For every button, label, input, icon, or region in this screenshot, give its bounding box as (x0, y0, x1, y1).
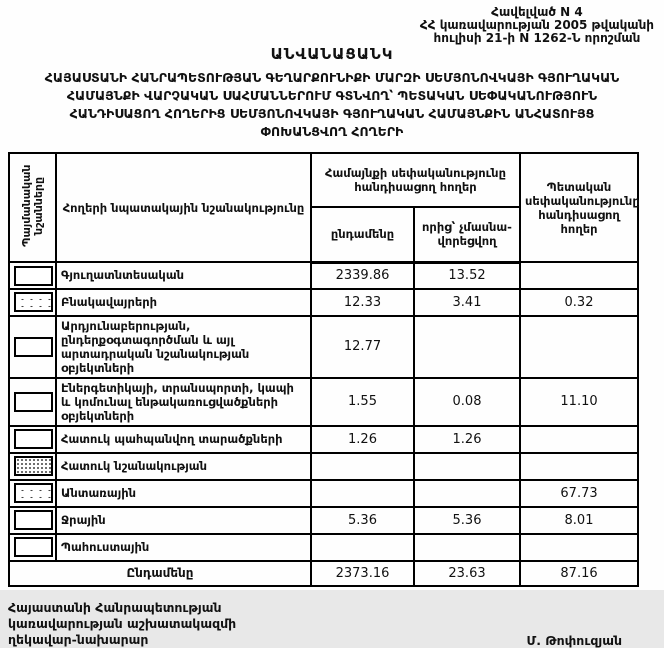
table-row (9, 316, 638, 378)
col-header-land-purpose: Հողերի նպատակային նշանակությունը (56, 153, 311, 262)
subtitle-line: ՓՈԽԱՆՑՎՈՂ ՀՈՂԵՐԻ (260, 124, 404, 139)
page-title: ԱՆՎԱՆԱՑԱՆԿ (270, 45, 394, 63)
symbol-cell (9, 378, 56, 426)
community-total-value: 2339.86 (311, 262, 414, 289)
land-name: Գյուղատնտեսական (56, 262, 311, 289)
land-symbol-icon (14, 537, 53, 557)
land-table (8, 152, 639, 587)
land-name: Հատուկ պահպանվող տարածքների (56, 426, 311, 453)
non-privatizable-value (414, 316, 520, 378)
symbol-cell (9, 453, 56, 480)
non-privatizable-value (414, 453, 520, 480)
land-symbol-icon (14, 266, 53, 286)
table-row (9, 534, 638, 561)
non-privatizable-value: 1.26 (414, 426, 520, 453)
land-name: Հատուկ նշանակության (56, 453, 311, 480)
land-symbol-icon (14, 292, 53, 312)
col-header-non-privatizable: որից՝ չմասնա-վորեցվող (414, 207, 520, 262)
table-row (9, 262, 638, 289)
annex-line: հուլիսի 21-ի N 1262-Ն որոշման (433, 31, 641, 45)
community-total-value: 12.77 (311, 316, 414, 378)
annex-line: ՀՀ կառավարության 2005 թվականի (419, 18, 654, 32)
signatory-title-line: կառավարության աշխատակազմի (8, 615, 237, 631)
subtitle-line: ՀԱՄԱՅՆՔԻ ՎԱՐՉԱԿԱՆ ՍԱՀՄԱՆՆԵՐՈՒՄ ԳՏՆՎՈՂ՝ ՊԵՏԱԿԱՆ ՍԵՓԱԿԱՆՈՒԹՅՈՒՆ (66, 88, 598, 103)
community-total-value (311, 453, 414, 480)
state-value (520, 534, 638, 561)
land-symbol-icon (14, 483, 53, 503)
col-header-total: ընդամենը (311, 207, 414, 262)
land-name: Պահուստային (56, 534, 311, 561)
symbol-cell (9, 316, 56, 378)
non-privatizable-value (414, 480, 520, 507)
state-value: 0.32 (520, 289, 638, 316)
table-row (9, 453, 638, 480)
symbol-cell (9, 289, 56, 316)
land-name: Էներգետիկայի, տրանսպորտի, կապի և կոմունալ ենթակառուցվածքների օբյեկտների (56, 378, 311, 426)
title-block (8, 45, 656, 141)
community-total-value: 5.36 (311, 507, 414, 534)
community-total-value: 1.55 (311, 378, 414, 426)
page-subtitle (8, 69, 656, 141)
total-non-privatizable-value: 23.63 (414, 561, 520, 586)
community-total-value: 1.26 (311, 426, 414, 453)
signature-name: Մ. Թոփուզյան (526, 632, 622, 648)
total-label: Ընդամենը (9, 561, 311, 586)
land-symbol-icon (14, 337, 53, 357)
land-symbol-icon (14, 456, 53, 476)
land-name: Ջրային (56, 507, 311, 534)
land-symbol-icon (14, 392, 53, 412)
non-privatizable-value: 5.36 (414, 507, 520, 534)
community-total-value (311, 480, 414, 507)
table-row (9, 480, 638, 507)
signatory-title-line: Հայաստանի Հանրապետության (8, 599, 222, 615)
table-row (9, 426, 638, 453)
col-header-symbols-label: Պայմանական նշանները (19, 164, 45, 248)
annex-reference (420, 6, 654, 45)
total-community-value: 2373.16 (311, 561, 414, 586)
state-value (520, 453, 638, 480)
land-symbol-icon (14, 429, 53, 449)
symbol-cell (9, 480, 56, 507)
symbol-cell (9, 262, 56, 289)
community-total-value (311, 534, 414, 561)
state-value (520, 426, 638, 453)
land-name: Բնակավայրերի (56, 289, 311, 316)
state-value: 11.10 (520, 378, 638, 426)
non-privatizable-value: 3.41 (414, 289, 520, 316)
symbol-cell (9, 507, 56, 534)
col-header-state: Պետական սեփականությունը հանդիսացող հողեր (520, 153, 638, 262)
total-state-value: 87.16 (520, 561, 638, 586)
land-symbol-icon (14, 510, 53, 530)
table-row (9, 507, 638, 534)
footer (8, 600, 656, 648)
non-privatizable-value (414, 534, 520, 561)
table-row (9, 378, 638, 426)
col-header-community-group: Համայնքի սեփականությունը հանդիսացող հողեր (311, 153, 520, 207)
community-total-value: 12.33 (311, 289, 414, 316)
state-value: 67.73 (520, 480, 638, 507)
subtitle-line: ՀԱՆԴԻՍԱՑՈՂ ՀՈՂԵՐԻՑ ՍԵՄՅՈՆՈՎԿԱՅԻ ԳՅՈՒՂԱԿԱՆ ՀԱՄԱՅՆՔԻՆ ԱՆՀԱՏՈՒՅՑ (69, 106, 595, 121)
symbol-cell (9, 534, 56, 561)
land-name: Անտառային (56, 480, 311, 507)
symbol-cell (9, 426, 56, 453)
total-row (9, 561, 638, 586)
table-row (9, 289, 638, 316)
state-value: 8.01 (520, 507, 638, 534)
state-value (520, 316, 638, 378)
col-header-symbols (9, 153, 56, 262)
subtitle-line: ՀԱՅԱՍՏԱՆԻ ՀԱՆՐԱՊԵՏՈՒԹՅԱՆ ԳԵՂԱՐՔՈՒՆԻՔԻ ՄԱՐԶԻ ՍԵՄՅՈՆՈՎԿԱՅԻ ԳՅՈՒՂԱԿԱՆ (44, 70, 620, 85)
state-value (520, 262, 638, 289)
non-privatizable-value: 13.52 (414, 262, 520, 289)
land-name: Արդյունաբերության, ընդերքօգտագործման և այլ արտադրական նշանակության օբյեկտների (56, 316, 311, 378)
signatory-title-line: ղեկավար-նախարար (8, 631, 149, 647)
annex-line: Հավելված N 4 (491, 5, 583, 19)
non-privatizable-value: 0.08 (414, 378, 520, 426)
